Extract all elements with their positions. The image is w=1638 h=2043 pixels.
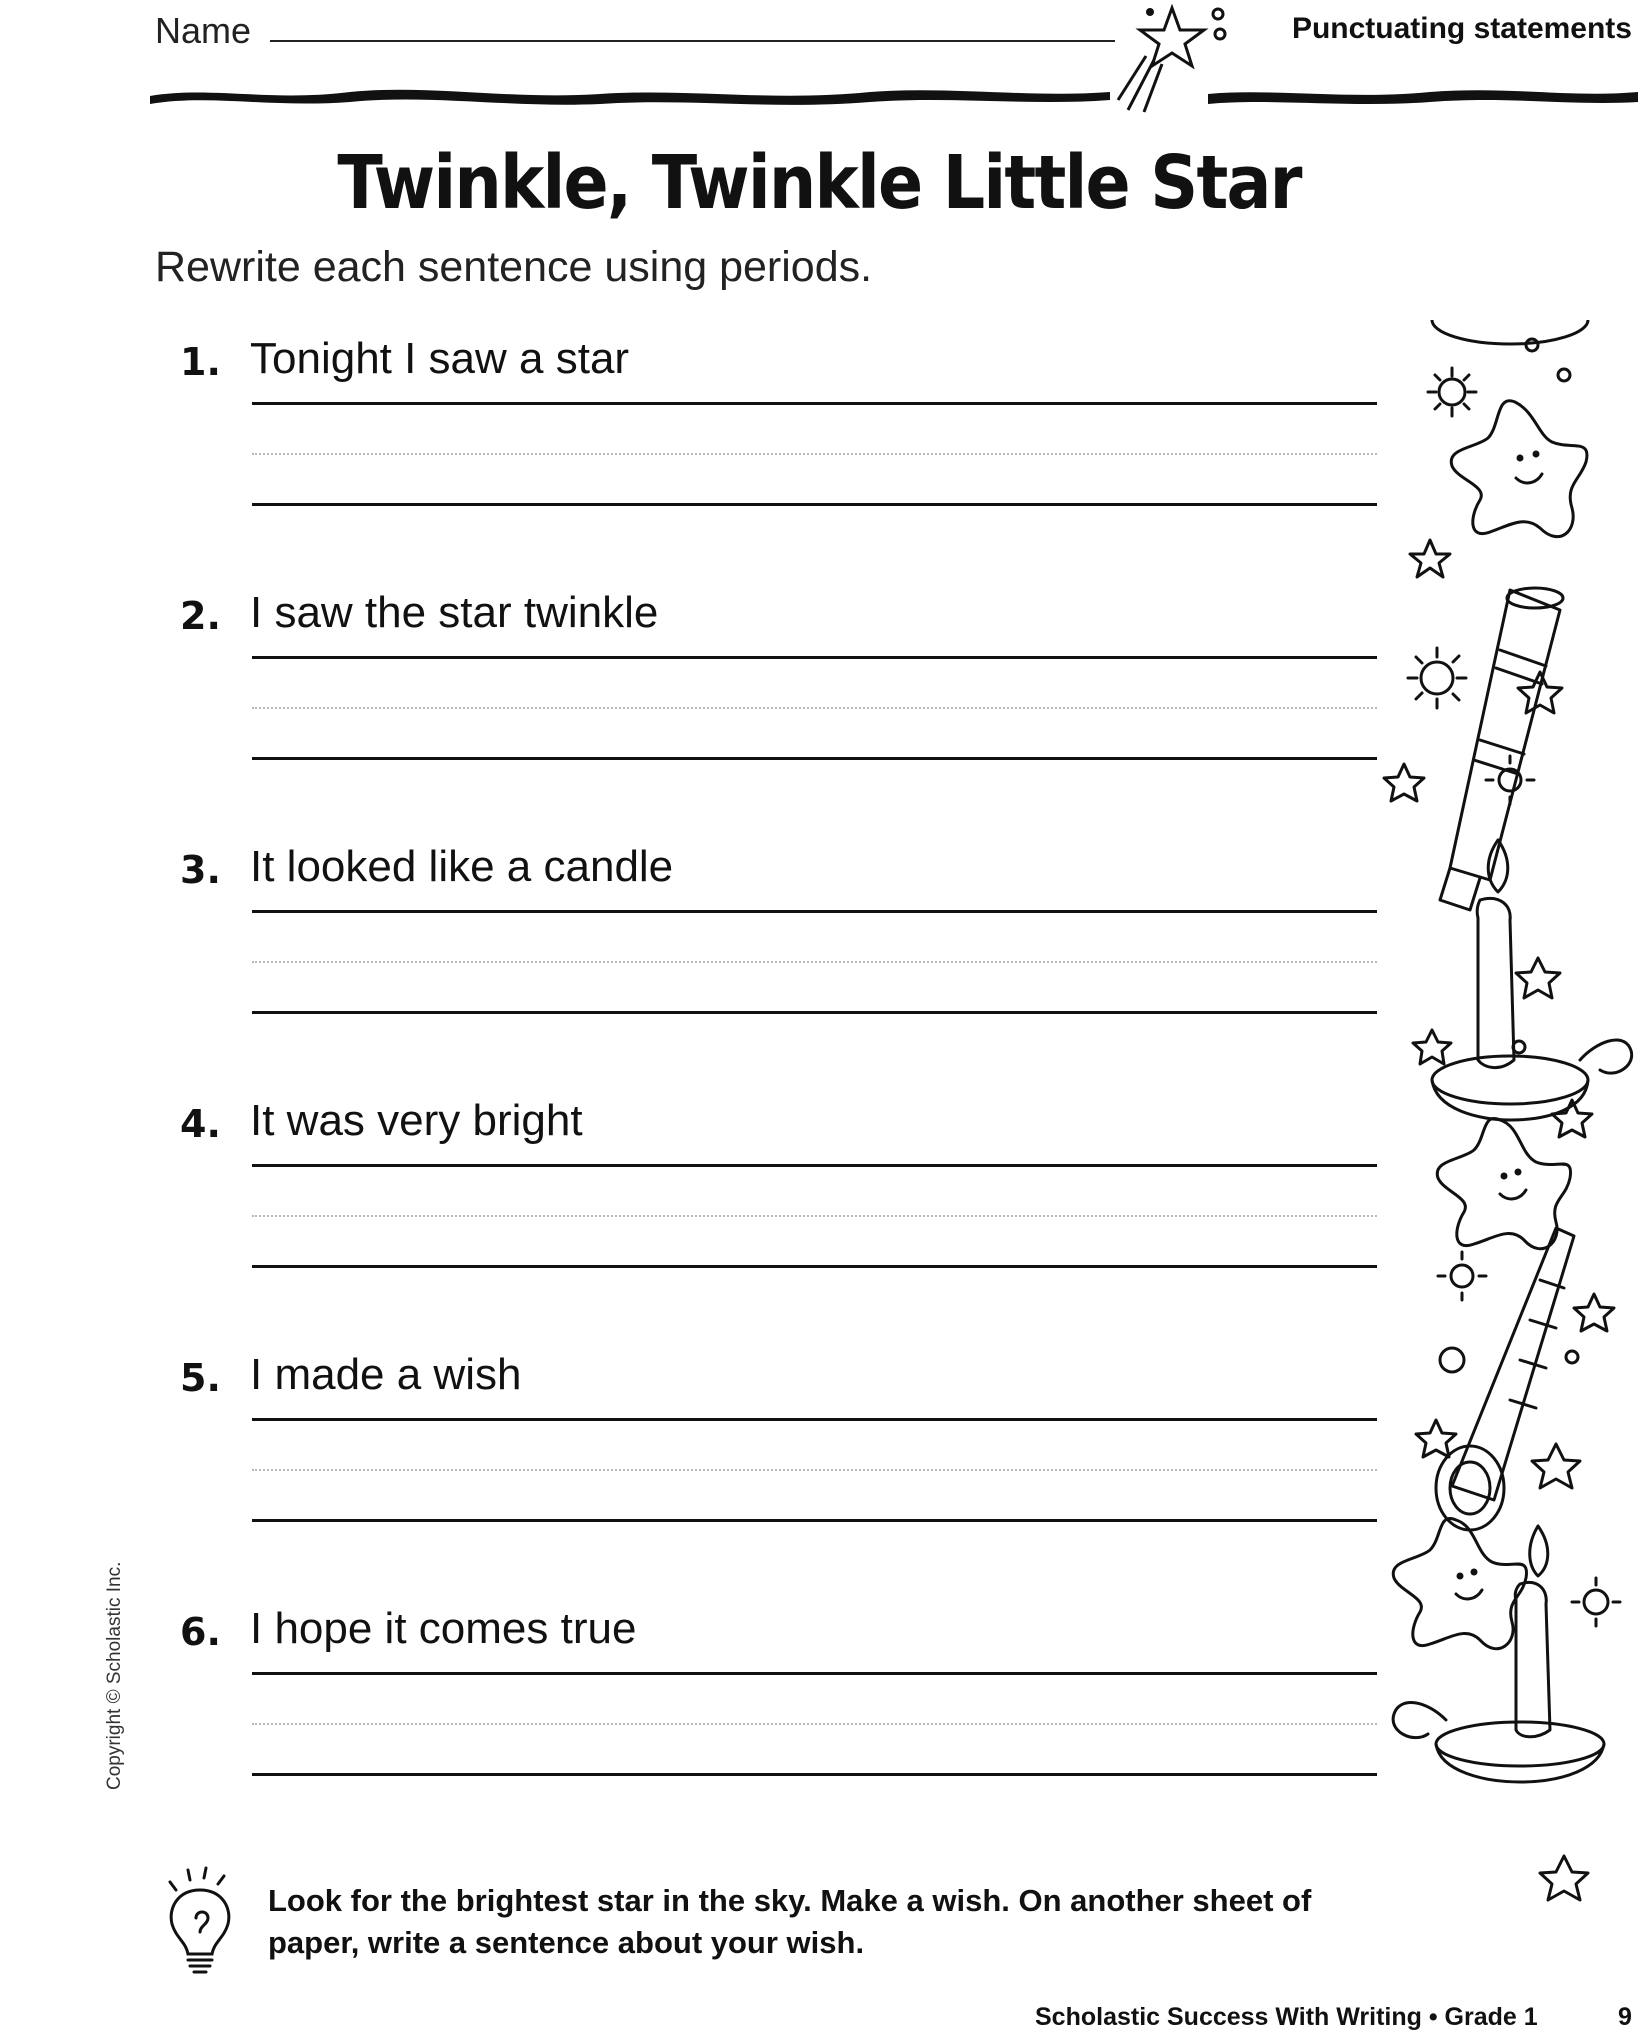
item-sentence: Tonight I saw a star — [250, 334, 630, 383]
item-sentence: It was very bright — [250, 1096, 583, 1145]
list-item — [0, 334, 1400, 590]
writing-line-base[interactable] — [252, 1011, 1377, 1014]
list-item — [0, 588, 1400, 844]
list-item — [0, 1096, 1400, 1352]
instructions: Rewrite each sentence using periods. — [155, 243, 873, 291]
writing-line-mid — [252, 961, 1377, 963]
stars-telescopes-candles-illustration — [1360, 320, 1638, 2020]
writing-line-top[interactable] — [252, 656, 1377, 659]
topic-label: Punctuating statements — [1291, 12, 1632, 45]
writing-line-base[interactable] — [252, 757, 1377, 760]
writing-line-mid — [252, 1215, 1377, 1217]
list-item — [0, 1350, 1400, 1606]
item-sentence: I made a wish — [250, 1350, 522, 1399]
item-number: 2. — [180, 594, 221, 638]
item-sentence: I saw the star twinkle — [250, 588, 659, 637]
list-item — [0, 842, 1400, 1098]
item-number: 5. — [180, 1356, 221, 1400]
writing-line-mid — [252, 1723, 1377, 1725]
item-number: 1. — [180, 340, 221, 384]
item-sentence: It looked like a candle — [250, 842, 674, 891]
writing-line-base[interactable] — [252, 1265, 1377, 1268]
page-number: 9 — [1618, 2003, 1632, 2031]
item-sentence: I hope it comes true — [250, 1604, 637, 1653]
copyright-notice: Copyright © Scholastic Inc. — [104, 1561, 125, 1790]
writing-line-mid — [252, 707, 1377, 709]
writing-line-mid — [252, 453, 1377, 455]
writing-line-top[interactable] — [252, 1418, 1377, 1421]
writing-line-top[interactable] — [252, 910, 1377, 913]
footer-book-title: Scholastic Success With Writing • Grade 1 — [1035, 2003, 1538, 2031]
lightbulb-icon — [160, 1862, 240, 1982]
item-number: 4. — [180, 1102, 221, 1146]
torn-divider — [150, 72, 1638, 112]
name-label: Name — [155, 10, 252, 51]
writing-line-top[interactable] — [252, 1672, 1377, 1675]
writing-line-mid — [252, 1469, 1377, 1471]
list-item — [0, 1604, 1400, 1860]
writing-line-base[interactable] — [252, 1773, 1377, 1776]
item-number: 3. — [180, 848, 221, 892]
name-field-line[interactable] — [270, 40, 1115, 42]
writing-line-top[interactable] — [252, 1164, 1377, 1167]
writing-line-base[interactable] — [252, 503, 1377, 506]
writing-line-top[interactable] — [252, 402, 1377, 405]
item-number: 6. — [180, 1610, 221, 1654]
tip-text: Look for the brightest star in the sky. Make a wish. On another sheet of paper, write a sentence about your wish. — [268, 1883, 1312, 1960]
page-title: Twinkle, Twinkle Little Star — [337, 140, 1301, 226]
writing-line-base[interactable] — [252, 1519, 1377, 1522]
